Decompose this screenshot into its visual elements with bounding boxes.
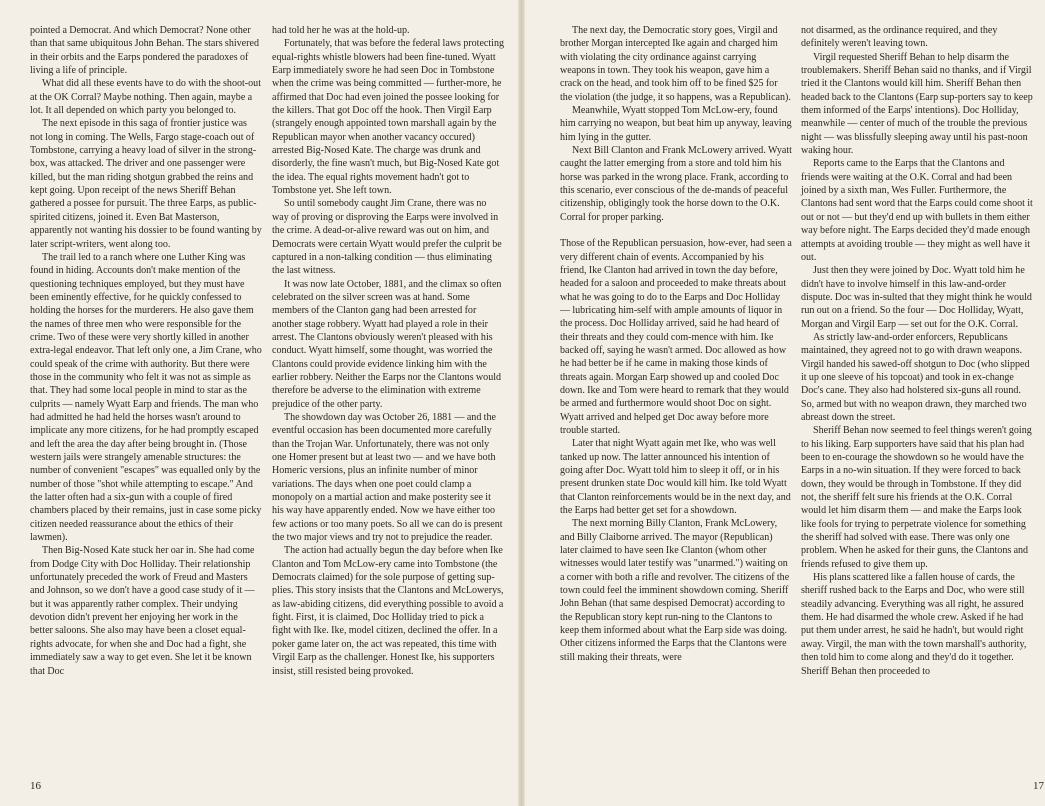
paragraph: The trail led to a ranch where one Luther King was found in hiding. Accounts don't make mention of the questioning techniques employed, but they must have been eminently effective, for he quickly confessed to holding the horses for the murderers. He also gave them the names of three men who were responsible for the crime. Two of these were very shortly killed in another extra-legal endeavor. That left only one, a Jim Crane, who could speak of the crime with authority. But there were those in the community who felt it was not as simple as that. They had some local people in mind to star as the culprits — namely Wyatt Earp and friends. The man who had admitted he had held the horses wasn't around to implicate any more citizens, for he had promptly escaped and left the area the day after being brought in. (Those western jails were strangely amenable structures: the number of convenient "escapes" was equalled only by the number of those "shot while attempting to escape." And the latter often had a six-gun with a couple of fired chambers placed by their remains, just in case some picky citizen needed reassurance about the ethics of their lawmen).	[30, 251, 262, 544]
paragraph: Reports came to the Earps that the Clantons and friends were waiting at the O.K. Corral and had been joined by a sixth man, Wes Fuller. Furthermore, the Clantons had sent word that the Earps could come shoot it out or not — but they'd end up with bullets in them either way before night. The Earps decided they'd made enough attempts at avoiding trouble — they might as well have it out.	[801, 158, 1033, 263]
paragraph: Just then they were joined by Doc. Wyatt told him he didn't have to involve himself in this law-and-order dispute. Doc was in-sulted that they might think he would run out on a friend. So the four — Doc Holliday, Wyatt, Morgan and Virgil Earp — set out for the O.K. Corral.	[801, 265, 1032, 330]
paragraph: Those of the Republican persuasion, how-ever, had seen a very different chain of events. Accompanied by his friend, Ike Clanton had arrived in town the day before, headed for a saloon and proceeded to make threats about what he was going to do to the Earps and Doc Holliday — lubricating him-self with ample amounts of liquor in the process. Doc Holliday arrived, said he had heard of their threats and they could com-mence with him. Ike backed off, saying he wasn't armed. Doc allowed as how he had better be if he came in making those kinds of threats again. Morgan Earp showed up and cooled Doc down. Ike and Tom were heard to remark that they would be armed and furthermore would shoot Doc on sight. Wyatt arrived and helped get Doc away before more trouble started.	[560, 238, 792, 436]
paragraph: As strictly law-and-order enforcers, Republicans maintained, they agreed not to go with drawn weapons. Virgil handed his sawed-off shotgun to Doc (who slipped it up one sleeve of his topcoat) and took in ex-change Doc's cane. They also had holstered six-guns all round. So, armed but with no weapon drawn, they marched two abreast down the street.	[801, 331, 1030, 423]
paragraph: The showdown day was October 26, 1881 — and the eventful occasion has been documented more carefully than the Trojan War. Unfortunately, there was not only one Homer present but at least two — and we have both Homeric versions, plus an infinite number of minor variations. The days when one poet could clamp a monopoly on a martial action and make posterity see it his way have apparently ended. Now we have either too few actions or too many poets. So all we can do is present the two major views and try not to prejudice the reader.	[272, 411, 503, 544]
paragraph: Virgil requested Sheriff Behan to help disarm the troublemakers. Sheriff Behan said no thanks, and if Virgil tried it the Clantons would kill him. Sheriff Behan then headed back to the Clantons (Earp sup-porters say to keep them informed of the Earps' intentions). Doc Holliday, meanwhile — center of much of the trouble the previous night — was blissfully sleeping away until his past-noon waking hour.	[801, 51, 1033, 157]
paragraph: His plans scattered like a fallen house of cards, the sheriff rushed back to the Earps and Doc, who were still steadily advancing. Everything was all right, he assured them. He had disarmed the whole crew. Asked if he had put them under arrest, he said he hadn't, but would right away. Virgil, the man with the town marshall's authority, then told him to come along and they'd do it together. Sheriff Behan then proceeded to	[801, 572, 1027, 677]
paragraph: The next day, the Democratic story goes, Virgil and brother Morgan intercepted Ike again and charged him with violating the city ordinance against carrying weapons in town. They took his weapon, gave him a crack on the head, and took him off to be fined $25 for the violation (the judge, it so happens, was a Republican).	[560, 25, 791, 103]
paragraph: Sheriff Behan now seemed to feel things weren't going to his liking. Earp supporters have said that his plan had been to en-courage the showdown so he would have the Earps in a no-win situation. If they were forced to back down, they would be through in Tombstone. If they did not, the sheriff felt sure his friends at the O.K. Corral would let him disarm them — and make the Earps look like fools for trying to perpetrate violence for something the sheriff had solved with ease. There was only one problem. When he asked for their guns, the Clantons and friends refused to give them up.	[801, 425, 1032, 570]
paragraph: not disarmed, as the ordinance required, and they definitely weren't leaving town.	[801, 25, 998, 50]
paragraph: Later that night Wyatt again met Ike, who was well tanked up now. The latter announced his intention of going after Doc. Wyatt told him to sleep it off, or in his present drunken state Doc would kill him. Ike told Wyatt that Clanton reinforcements would be in the next day, and the Earps had better get set for a showdown.	[560, 438, 791, 517]
left-page-column-2	[272, 24, 504, 678]
paragraph: Meanwhile, Wyatt stopped Tom McLow-ery, found him carrying no weapon, but beat him up anyway, leaving him lying in the gutter.	[560, 105, 792, 143]
left-page-column-1	[30, 24, 262, 678]
page-number: 16	[30, 780, 41, 792]
left-page	[0, 0, 520, 806]
paragraph: It was now late October, 1881, and the climax so often celebrated on the silver screen was at hand. Some members of the Clanton gang had been arrested for another stage robbery. Wyatt had played a role in their arrest. The Clantons obviously weren't pleased with his conduct. Wyatt himself, some thought, was worried the Clantons could provide evidence linking him with the earlier robbery. Neither the Earps nor the Clantons would therefore be adverse to the elimination with extreme prejudice of the other party.	[272, 278, 502, 410]
paragraph: had told her he was at the hold-up.	[272, 25, 410, 36]
paragraph: Next Bill Clanton and Frank McLowery arrived. Wyatt caught the latter emerging from a store and told him his horse was parked in the wrong place. Frank, according to this scenario, ever conscious of the de-mands of peaceful citizenship, obligingly took the horse down to the O.K. Corral for proper parking.	[560, 145, 792, 223]
paragraph: Fortunately, that was before the federal laws protecting equal-rights whistle blowers had been fine-tuned. Wyatt Earp immediately swore he had seen Doc in Tombstone when the crime was being committed — further-more, he affirmed that Doc had even joined the possee looking for the killers. That got Doc off the hook. Then Virgil Earp (strangely enough appointed town marshall again by the Republican mayor when another vacancy occured) arrested Big-Nosed Kate. The charge was drunk and disorderly, the fine wasn't much, but Big-Nosed Kate got the idea. The equal rights movement hadn't got to Tombstone yet. She left town.	[272, 38, 505, 197]
paragraph: Then Big-Nosed Kate stuck her oar in. She had come from Dodge City with Doc Holliday. Their relationship unfortunately preceded the work of Freud and Masters and Johnson, so we don't have a good case study of it — but it was apparently rather complex. Their undying devotion didn't prevent her enjoying her work in the better saloons. She also may have been a closet equal-rights advocate, for when she and Doc had a fight, she immediately saw a way to get even. She let it be known that Doc	[30, 545, 255, 677]
paragraph: pointed a Democrat. And which Democrat? None other than that same ubiquitous John Behan. The stars shivered in their orbits and the Earps pondered the paradoxes of living a life of principle.	[30, 25, 259, 77]
right-page-column-2	[801, 24, 1033, 678]
page-number: 17	[1033, 780, 1044, 792]
paragraph: What did all these events have to do with the shoot-out at the OK Corral? Maybe nothing. Then again, maybe a lot. It all depended on which party you belonged to.	[30, 78, 261, 117]
paragraph: So until somebody caught Jim Crane, there was no way of proving or disproving the Earps were involved in the crime. A dead-or-alive reward was out on him, and Democrats were certain Wyatt would prefer the culprit be captured in a non-talking condition — thus eliminating the last witness.	[272, 198, 502, 277]
paragraph: The action had actually begun the day before when Ike Clanton and Tom McLow-ery came into Tombstone (the Democrats claimed) for the sole purpose of getting sup-plies. This story insists that the Clantons and McLowerys, as law-abiding citizens, did everything possible to avoid a fight. First, it is claimed, Doc Holliday tried to pick a fight with Ike. Ike, model citizen, declined the offer. In a poker game later on, the act was repeated, this time with Virgil Earp as the challenger. Honest Ike, his supporters insist, still resisted being provoked.	[272, 545, 504, 677]
paragraph: The next episode in this saga of frontier justice was not long in coming. The Wells, Fargo stage-coach out of Tombstone, carrying a heavy load of silver in the strong-box, was attacked. The driver and one passenger were killed, but the man riding shotgun grabbed the reins and kept going. Upon receipt of the news Sheriff Behan gathered a possee for pursuit. The three Earps, as public-spirited citizens, joined it. Even Bat Masterson, apparently not wanting his dossier to be found wanting by later script-writers, went along too.	[30, 118, 262, 250]
right-page	[523, 0, 1045, 806]
paragraph: The next morning Billy Clanton, Frank McLowery, and Billy Claiborne arrived. The mayor (Republican) later claimed to have seen Ike Clanton (whom other witnesses would later testify was "unarmed.") waiting on a corner with both a rifle and revolver. The citizens of the town could feel the imminent showdown coming. Sheriff John Behan (that same despised Democrat) according to the Republican story kept run-ning to the Clantons to keep them informed about what the Earp side was doing. Other citizens informed the Earps that the Clantons were still making their threats, were	[560, 518, 790, 663]
right-page-column-1	[560, 24, 792, 664]
